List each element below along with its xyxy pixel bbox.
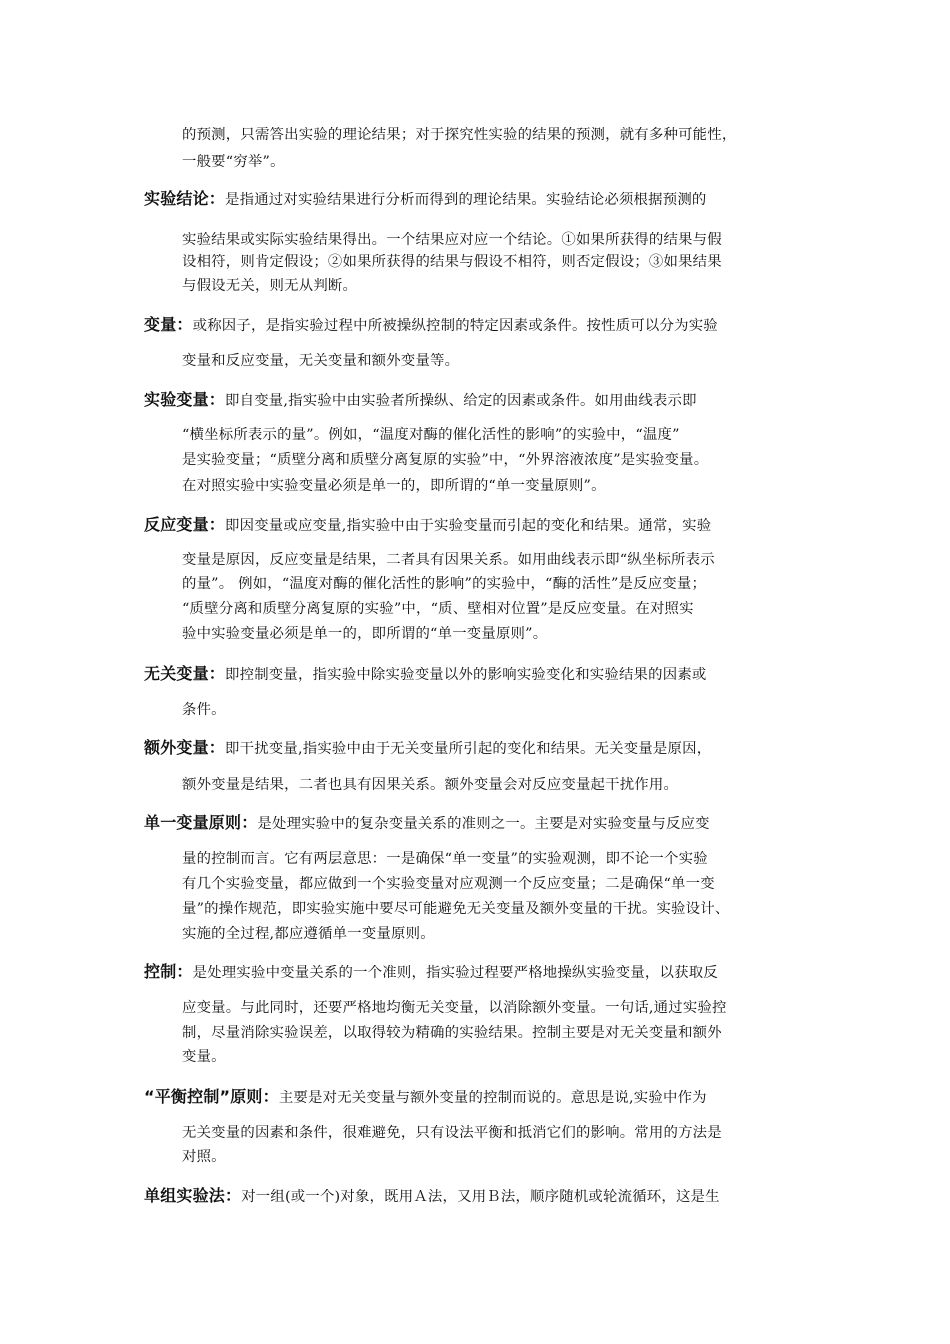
term-heading: “平衡控制”原则： bbox=[144, 1087, 279, 1106]
definition-line: 额外变量是结果，二者也具有因果关系。额外变量会对反应变量起干扰作用。 bbox=[182, 777, 679, 793]
term-heading: 实验变量： bbox=[144, 390, 226, 409]
definition-text: 即干扰变量,指实验中由于无关变量所引起的变化和结果。无关变量是原因， bbox=[225, 741, 712, 757]
definition-line: 实验结果或实际实验结果得出。一个结果应对应一个结论。①如果所获得的结果与假 bbox=[182, 232, 722, 248]
definition-text: 主要是对无关变量与额外变量的控制而说的。意思是说,实验中作为 bbox=[278, 1090, 707, 1106]
term-heading: 变量： bbox=[144, 315, 193, 334]
definition-text: 是指通过对实验结果进行分析而得到的理论结果。实验结论必须根据预测的 bbox=[225, 192, 707, 208]
entry-first-line bbox=[144, 1088, 707, 1107]
term-heading: 单组实验法： bbox=[144, 1186, 242, 1205]
definition-line: “质壁分离和质壁分离复原的实验”中，“质、壁相对位置”是反应变量。在对照实 bbox=[182, 601, 694, 617]
definition-line: 是实验变量；“质壁分离和质壁分离复原的实验”中，“外界溶液浓度”是实验变量。 bbox=[182, 452, 709, 468]
entry-first-line bbox=[144, 1187, 720, 1206]
definition-line: 与假设无关，则无从判断。 bbox=[182, 278, 358, 294]
definition-text: 对一组(或一个)对象，既用Ａ法，又用Ｂ法，顺序随机或轮流循环，这是生 bbox=[241, 1189, 720, 1205]
definition-text: 即自变量,指实验中由实验者所操纵、给定的因素或条件。如用曲线表示即 bbox=[225, 393, 697, 409]
definition-text: 是处理实验中的复杂变量关系的准则之一。主要是对实验变量与反应变 bbox=[257, 816, 710, 832]
definition-line: 应变量。与此同时，还要严格地均衡无关变量，以消除额外变量。一句话,通过实验控 bbox=[182, 1000, 727, 1016]
definition-text: 即因变量或应变量,指实验中由于实验变量而引起的变化和结果。通常，实验 bbox=[225, 518, 712, 534]
definition-line: 的量”。 例如，“温度对酶的催化活性的影响”的实验中，“酶的活性”是反应变量； bbox=[182, 576, 707, 592]
term-heading: 实验结论： bbox=[144, 189, 226, 208]
term-heading: 额外变量： bbox=[144, 738, 226, 757]
definition-line: 在对照实验中实验变量必须是单一的，即所谓的“单一变量原则”。 bbox=[182, 478, 606, 494]
entry-first-line bbox=[144, 316, 718, 335]
definition-line: 变量。 bbox=[182, 1049, 226, 1065]
definition-line: 无关变量的因素和条件，很难避免，只有设法平衡和抵消它们的影响。常用的方法是 bbox=[182, 1125, 722, 1141]
entry-first-line bbox=[144, 814, 710, 833]
definition-text: 是处理实验中变量关系的一个准则，指实验过程要严格地操纵实验变量，以获取反 bbox=[192, 965, 718, 981]
definition-line: 对照。 bbox=[182, 1149, 226, 1165]
definition-text: 即控制变量，指实验中除实验变量以外的影响实验变化和实验结果的因素或 bbox=[225, 667, 707, 683]
definition-line: 设相符，则肯定假设；②如果所获得的结果与假设不相符，则否定假设；③如果结果 bbox=[182, 254, 722, 270]
term-heading: 无关变量： bbox=[144, 664, 226, 683]
entry-first-line bbox=[144, 190, 707, 209]
definition-line: 变量是原因，反应变量是结果，二者具有因果关系。如用曲线表示即“纵坐标所表示 bbox=[182, 552, 715, 568]
entry-first-line bbox=[144, 963, 718, 982]
entry-first-line bbox=[144, 739, 711, 758]
term-heading: 控制： bbox=[144, 962, 193, 981]
term-heading: 反应变量： bbox=[144, 515, 226, 534]
intro-line: 一般要“穷举”。 bbox=[182, 154, 285, 170]
definition-line: 制，尽量消除实验误差，以取得较为精确的实验结果。控制主要是对无关变量和额外 bbox=[182, 1025, 722, 1041]
definition-text: 或称因子，是指实验过程中所被操纵控制的特定因素或条件。按性质可以分为实验 bbox=[192, 318, 718, 334]
definition-line: 实施的全过程,都应遵循单一变量原则。 bbox=[182, 926, 435, 942]
entry-first-line bbox=[144, 391, 697, 410]
definition-line: 量”的操作规范，即实验实施中要尽可能避免无关变量及额外变量的干扰。实验设计、 bbox=[182, 901, 730, 917]
intro-line: 的预测，只需答出实验的理论结果；对于探究性实验的结果的预测，就有多种可能性， bbox=[182, 127, 737, 143]
definition-line: 验中实验变量必须是单一的，即所谓的“单一变量原则”。 bbox=[182, 626, 548, 642]
term-heading: 单一变量原则： bbox=[144, 813, 258, 832]
definition-line: 变量和反应变量，无关变量和额外变量等。 bbox=[182, 353, 460, 369]
definition-line: “横坐标所表示的量”。例如，“温度对酶的催化活性的影响”的实验中，“温度” bbox=[182, 427, 680, 443]
entry-first-line bbox=[144, 665, 707, 684]
definition-line: 条件。 bbox=[182, 702, 226, 718]
definition-line: 量的控制而言。它有两层意思：一是确保“单一变量”的实验观测，即不论一个实验 bbox=[182, 851, 708, 867]
entry-first-line bbox=[144, 516, 711, 535]
definition-line: 有几个实验变量，都应做到一个实验变量对应观测一个反应变量；二是确保“单一变 bbox=[182, 876, 715, 892]
